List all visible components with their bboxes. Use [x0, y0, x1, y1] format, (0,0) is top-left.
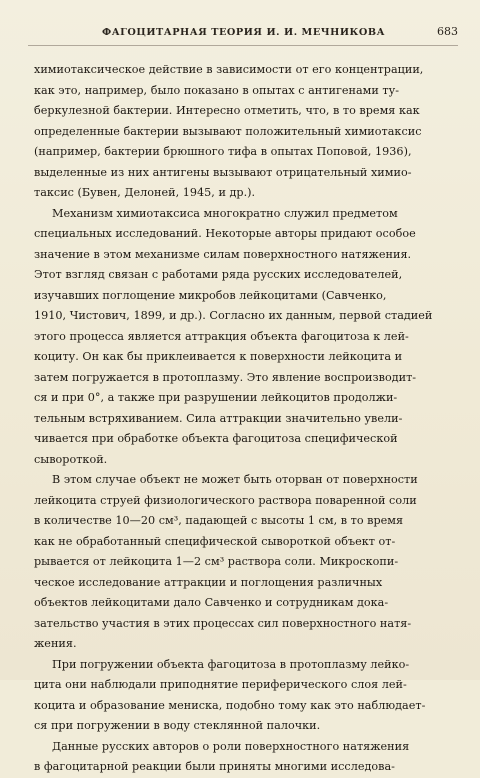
paragraph-4 [34, 655, 450, 737]
header-rule [28, 45, 458, 46]
paragraph-line: таксис (Бувен, Делоней, 1945, и др.). [34, 186, 256, 199]
page-number: 683 [437, 25, 458, 38]
paragraph-line: Этот взгляд связан с работами ряда русских исследователей, [34, 268, 403, 281]
paragraph-line: как не обработанный специфической сывороткой объект от- [34, 534, 396, 548]
running-title: ФАГОЦИТАРНАЯ ТЕОРИЯ И. И. МЕЧНИКОВА [102, 27, 386, 38]
paragraph-line: (например, бактерии брюшного тифа в опытах Поповой, 1936), [34, 145, 412, 158]
paragraph-line: сывороткой. [34, 452, 108, 466]
paragraph-line: чивается при обработке объекта фагоцитоза специфической [34, 432, 398, 445]
body-text [34, 60, 450, 778]
paragraph-line: в количестве 10—20 см³, падающей с высоты 1 см, в то время [34, 514, 404, 527]
paragraph-line: объектов лейкоцитами дало Савченко и сотрудникам дока- [34, 596, 389, 609]
paragraph-line: В этом случае объект не может быть оторван от поверхности [52, 473, 418, 486]
paragraph-line: ческое исследование аттракции и поглощения различных [34, 575, 383, 589]
paragraph-line: затем погружается в протоплазму. Это явление воспроизводит- [34, 370, 417, 384]
paragraph-line: При погружении объекта фагоцитоза в протоплазму лейко- [52, 657, 410, 671]
paragraph-3 [34, 470, 450, 655]
paragraph-line: химиотаксическое действие в зависимости от его концентрации, [34, 63, 424, 76]
paragraph-line: жения. [34, 637, 77, 650]
paragraph-line: коцита и образование мениска, подобно тому как это наблюдает- [34, 698, 426, 712]
paragraph-line: тельным встряхиванием. Сила аттракции значительно увели- [34, 411, 403, 425]
paragraph-line: Данные русских авторов о роли поверхностного натяжения [52, 739, 410, 753]
paragraph-line: 1910, Чистович, 1899, и др.). Согласно их данным, первой стадией [34, 309, 433, 322]
paragraph-line: Механизм химиотаксиса многократно служил предметом [52, 206, 398, 220]
paragraph-line: выделенные из них антигены вызывают отрицательный химио- [34, 165, 412, 179]
paragraph-line: ся при погружении в воду стеклянной палочки. [34, 719, 321, 732]
paragraph-line: ся и при 0°, а также при разрушении лейкоцитов продолжи- [34, 391, 398, 404]
paragraph-line: лейкоцита струей физиологического раствора поваренной соли [34, 493, 417, 507]
paragraph-2 [34, 204, 450, 471]
paragraph-line: этого процесса является аттракция объекта фагоцитоза к лей- [34, 329, 409, 343]
paragraph-line: как это, например, было показано в опытах с антигенами ту- [34, 83, 400, 97]
paragraph-line: цита они наблюдали приподнятие периферического слоя лей- [34, 678, 407, 691]
paragraph-line: специальных исследований. Некоторые авторы придают особое [34, 227, 416, 240]
paragraph-line: в фагоцитарной реакции были приняты многими исследова- [34, 760, 395, 773]
paragraph-line: рывается от лейкоцита 1—2 см³ раствора соли. Микроскопи- [34, 555, 399, 568]
paragraph-5 [34, 737, 450, 778]
paragraph-line: изучавших поглощение микробов лейкоцитами (Савченко, [34, 288, 387, 302]
paragraph-line: беркулезной бактерии. Интересно отметить, что, в то время как [34, 104, 420, 117]
paragraph-line: зательство участия в этих процессах сил поверхностного натя- [34, 616, 412, 630]
paragraph-line: значение в этом механизме силам поверхностного натяжения. [34, 247, 412, 261]
paragraph-line: определенные бактерии вызывают положительный химиотаксис [34, 124, 422, 138]
paragraph-line: коциту. Он как бы приклеивается к поверхности лейкоцита и [34, 350, 403, 363]
paragraph-1 [34, 60, 450, 204]
